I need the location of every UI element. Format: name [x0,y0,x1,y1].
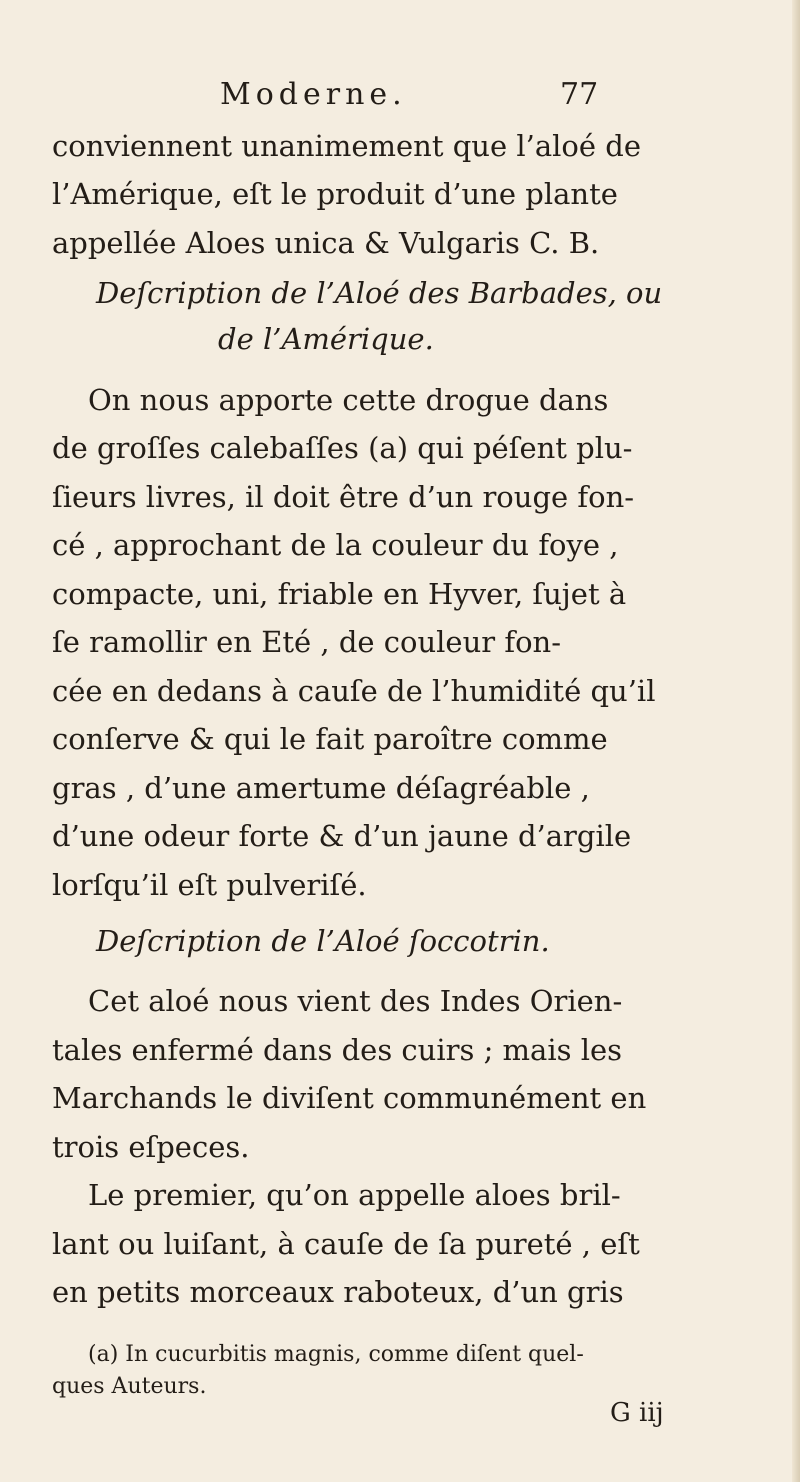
body-line-5: de groſſes calebaſſes (a) qui péſent plu- [52,431,633,465]
section-heading-soccotrin: Deſcription de l’Aloé ſoccotrin. [96,924,550,958]
body-line-7: cé , approchant de la couleur du foye , [52,528,619,562]
body-line-16: tales enfermé dans des cuirs ; mais les [52,1033,623,1067]
footnote-line-2: ques Auteurs. [52,1374,207,1399]
page-number: 77 [560,77,599,112]
body-line-2: l’Amérique, eſt le produit d’une plante [52,177,618,211]
footnote-line-1: (a) In cucurbitis magnis, comme diſent quel- [88,1342,584,1367]
body-line-21: en petits morceaux raboteux, d’un gris [52,1275,624,1309]
body-line-20: lant ou luiſant, à cauſe de ſa pureté , eſt [52,1227,640,1261]
body-line-14: lorſqu’il eſt pulveriſé. [52,868,367,902]
running-title: Moderne. [220,77,407,112]
body-line-13: d’une odeur forte & d’un jaune d’argile [52,819,632,853]
body-line-8: compacte, uni, friable en Hyver, ſujet à [52,577,627,611]
body-line-4: On nous apporte cette drogue dans [88,383,609,417]
body-line-10: cée en dedans à cauſe de l’humidité qu’il [52,674,656,708]
body-line-9: ſe ramollir en Eté , de couleur fon- [52,625,562,659]
body-line-15: Cet aloé nous vient des Indes Orien- [88,984,623,1018]
body-line-19: Le premier, qu’on appelle aloes bril- [88,1178,621,1212]
body-line-18: trois eſpeces. [52,1130,250,1164]
section-heading-barbades-line-2: de l’Amérique. [218,322,434,356]
body-line-12: gras , d’une amertume déſagréable , [52,771,590,805]
page-edge [792,0,800,1482]
signature-mark: G iij [610,1398,664,1428]
body-line-17: Marchands le diviſent communément en [52,1081,647,1115]
body-line-1: conviennent unanimement que l’aloé de [52,129,641,163]
body-line-3: appellée Aloes unica & Vulgaris C. B. [52,226,600,260]
body-line-11: conſerve & qui le fait paroître comme [52,722,608,756]
body-line-6: ſieurs livres, il doit être d’un rouge fon- [52,480,635,514]
section-heading-barbades-line-1: Deſcription de l’Aloé des Barbades, ou [96,276,663,310]
